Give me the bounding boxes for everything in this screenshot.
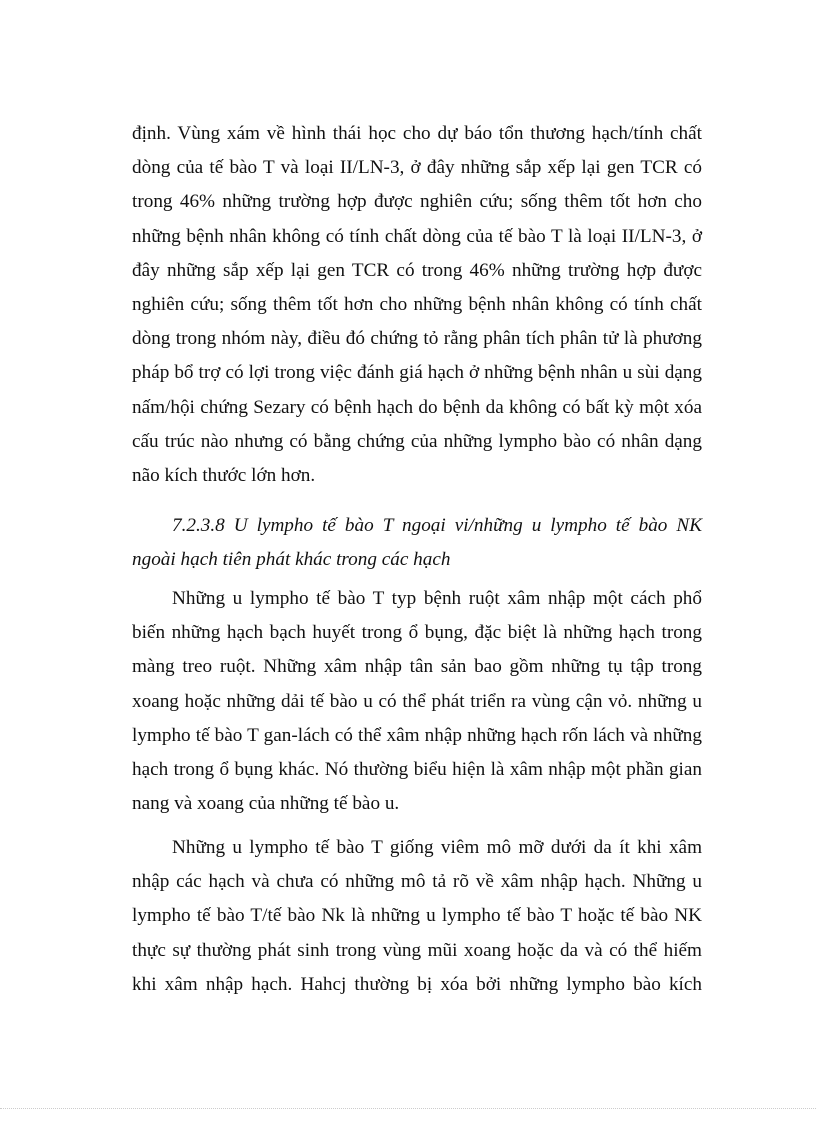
text-line: nấm/hội chứng Sezary có bệnh hạch do bệnh da không có bất kỳ một xóa [132, 396, 702, 418]
paragraph-nodal-gray-zone [132, 117, 702, 493]
text-line: màng treo ruột. Những xâm nhập tân sản bao gồm những tụ tập trong [132, 656, 702, 678]
paragraph-enteropathy-type [132, 582, 702, 821]
text-line: dòng trong nhóm này, điều đó chứng tỏ rằng phân tích phân tử là phương [132, 328, 702, 350]
heading-line: ngoài hạch tiên phát khác trong các hạch [132, 549, 451, 571]
text-line: Những u lympho tế bào T giống viêm mô mỡ dưới da ít khi xâm [172, 837, 702, 858]
text-line: biến những hạch bạch huyết trong ổ bụng, đặc biệt là những hạch trong [132, 622, 702, 644]
section-heading-7-2-3-8 [132, 509, 702, 577]
text-line: não kích thước lớn hơn. [132, 465, 316, 487]
text-line: hạch trong ổ bụng khác. Nó thường biểu hiện là xâm nhập một phần gian [132, 759, 702, 781]
text-line: nhập các hạch và chưa có những mô tả rõ về xâm nhập hạch. Những u [132, 871, 702, 893]
paragraph-subcutaneous-panniculitis [132, 831, 702, 1002]
text-line: lympho tế bào T/tế bào Nk là những u lympho tế bào T hoặc tế bào NK [132, 905, 702, 927]
text-line: khi xâm nhập hạch. Hahcj thường bị xóa bởi những lympho bào kích [132, 973, 702, 995]
text-line: nghiên cứu; sống thêm tốt hơn cho những bệnh nhân không có tính chất [132, 294, 702, 316]
text-line: định. Vùng xám về hình thái học cho dự báo tổn thương hạch/tính chất [132, 123, 702, 144]
text-line: trong 46% những trường hợp được nghiên cứu; sống thêm tốt hơn cho [132, 191, 702, 213]
text-line: pháp bổ trợ có lợi trong việc đánh giá hạch ở những bệnh nhân u sùi dạng [132, 362, 702, 384]
text-line: lympho tế bào T gan-lách có thể xâm nhập những hạch rốn lách và những [132, 724, 702, 746]
page-bottom-divider [0, 1108, 816, 1109]
text-line: nang và xoang của những tế bào u. [132, 793, 400, 815]
heading-line: 7.2.3.8 U lympho tế bào T ngoại vi/những u lympho tế bào NK [172, 515, 702, 536]
text-line: dòng của tế bào T và loại II/LN-3, ở đây những sắp xếp lại gen TCR có [132, 157, 702, 179]
text-line: Những u lympho tế bào T typ bệnh ruột xâm nhập một cách phổ [172, 588, 702, 609]
text-line: những bệnh nhân không có tính chất dòng của tế bào T là loại II/LN-3, ở [132, 225, 702, 247]
text-line: xoang hoặc những dải tế bào u có thể phát triển ra vùng cận vỏ. những u [132, 690, 702, 712]
text-line: đây những sắp xếp lại gen TCR có trong 46% những trường hợp được [132, 259, 702, 281]
text-line: thực sự thường phát sinh trong vùng mũi xoang hoặc da và có thể hiếm [132, 939, 702, 961]
text-line: cấu trúc nào nhưng có bằng chứng của những lympho bào có nhân dạng [132, 430, 702, 452]
